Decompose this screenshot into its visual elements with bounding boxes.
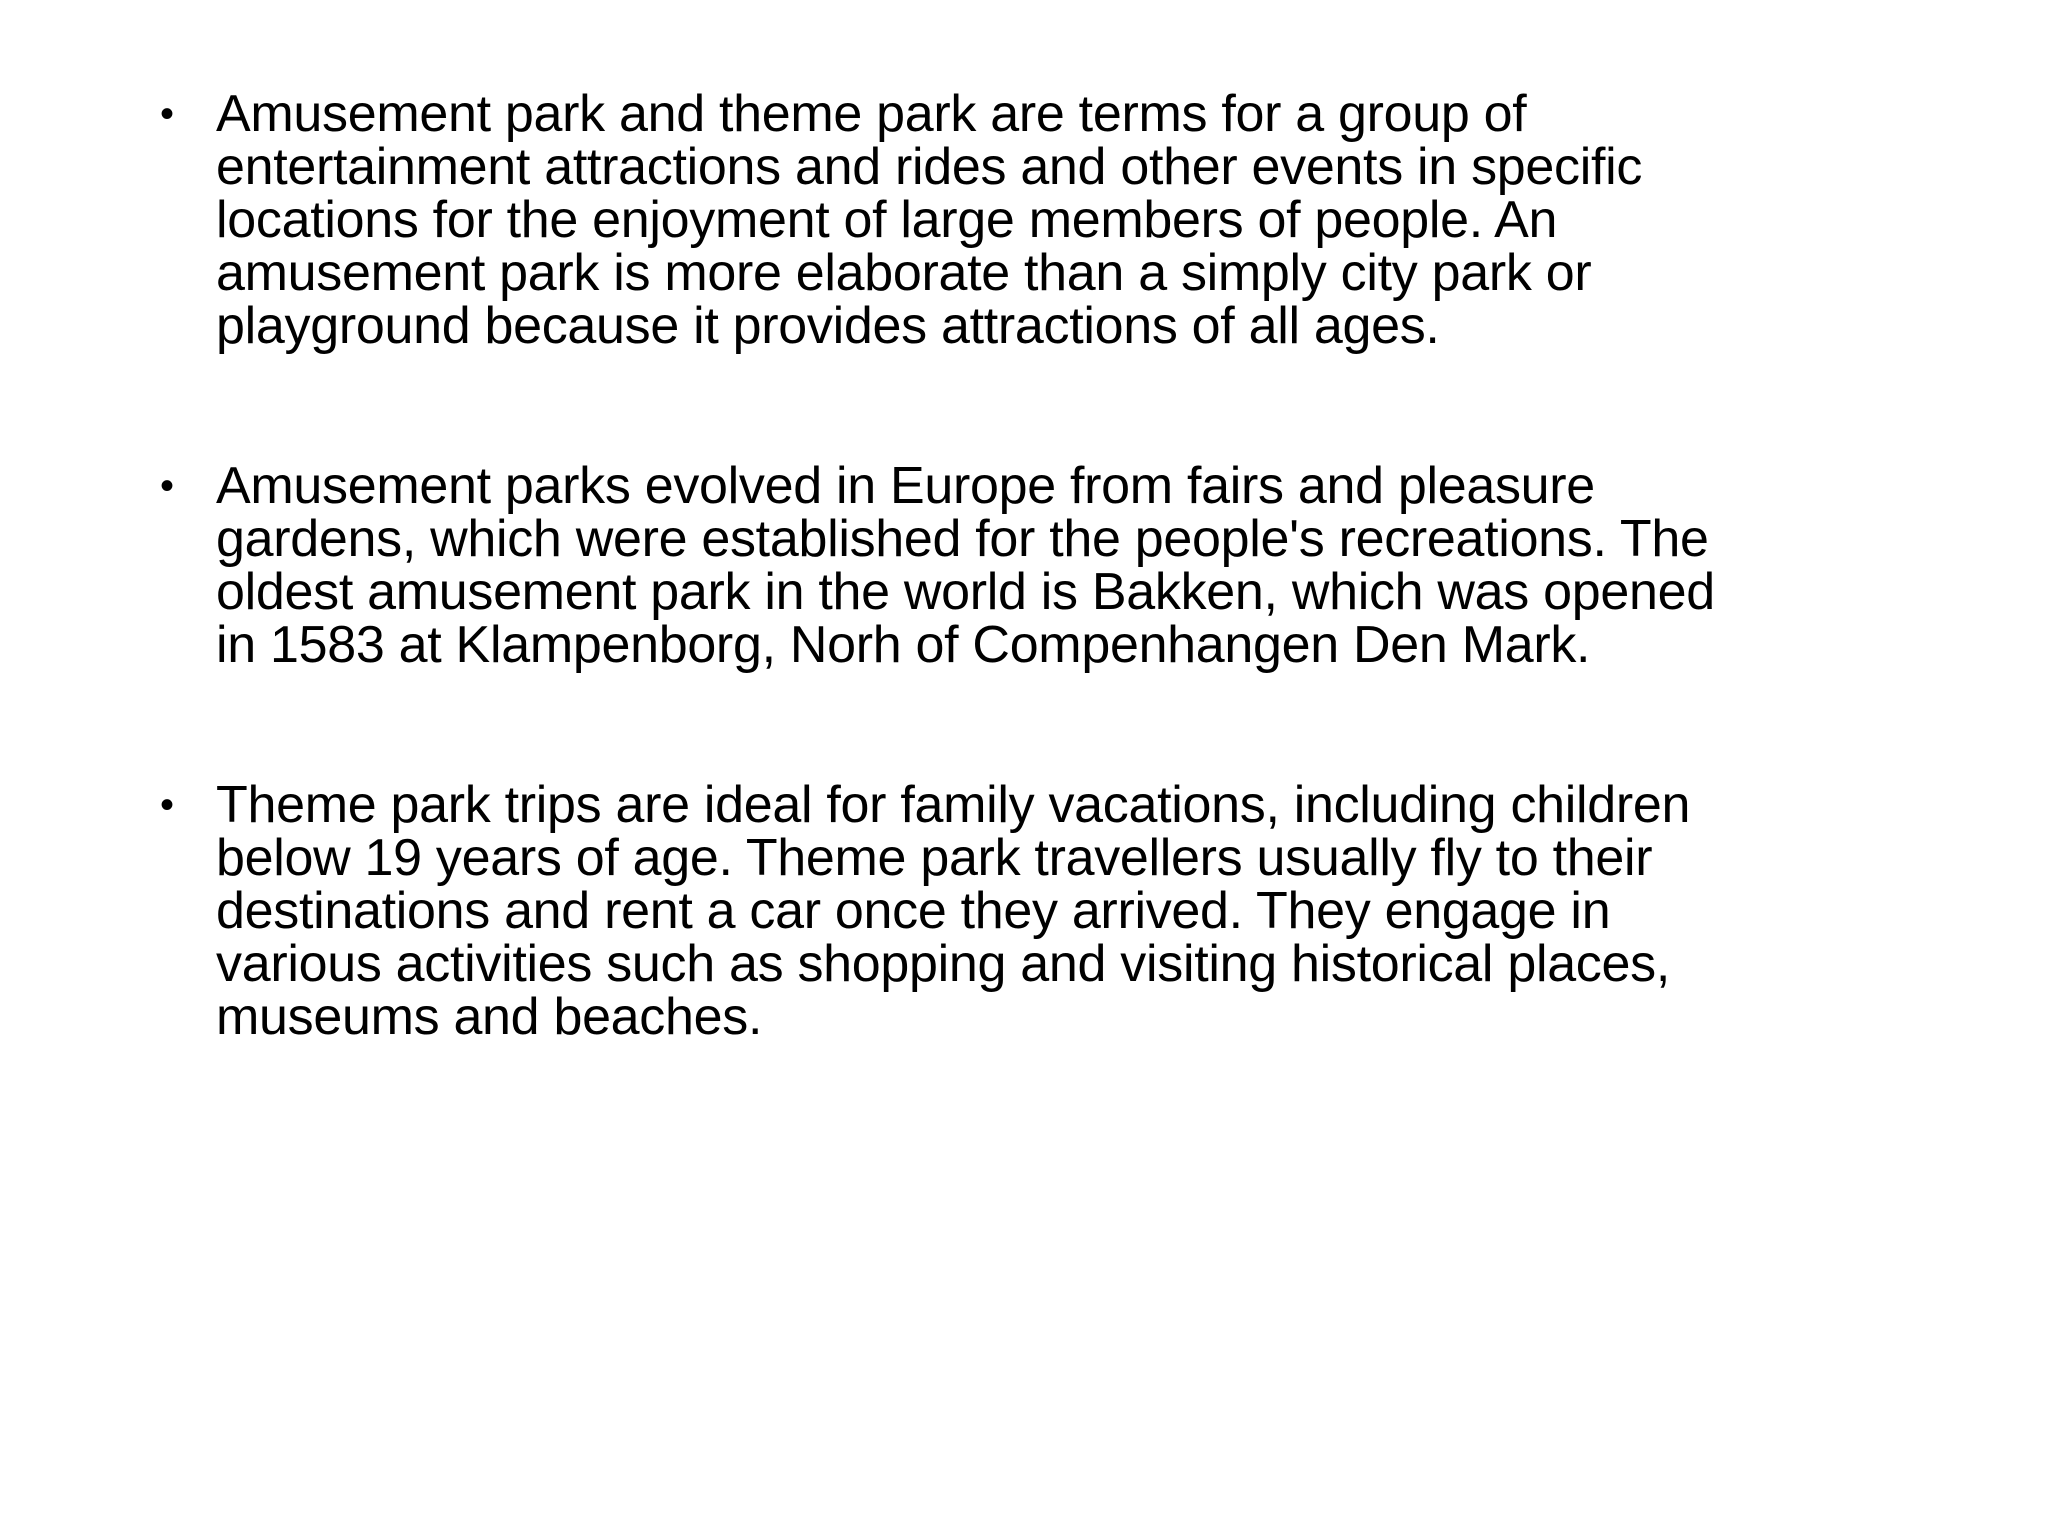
bullet-text: Amusement park and theme park are terms for a group of entertainment attractions and rides and other events in specific locations for the enjoyment of large members of people. An amusement park is more elaborate than a simply city park or playground because it provides attractions of all ages. <box>216 85 1643 355</box>
bullet-item-theme-park-trips <box>160 776 1920 1046</box>
bullet-point-icon: • <box>160 783 174 827</box>
bullet-item-amusement-park-history <box>160 457 1920 674</box>
bullet-point-icon: • <box>160 464 174 508</box>
bullet-list <box>160 85 1920 1046</box>
bullet-text: Theme park trips are ideal for family vacations, including children below 19 years of age. Theme park travellers usually fly to their destinations and rent a car once they arrived. They engage in various activities such as shopping and visiting historical places, museums and beaches. <box>216 776 1691 1046</box>
bullet-point-icon: • <box>160 92 174 136</box>
bullet-item-amusement-park-definition <box>160 85 1920 355</box>
bullet-text: Amusement parks evolved in Europe from fairs and pleasure gardens, which were established for the people's recreations. The oldest amusement park in the world is Bakken, which was opened in 1583 at Klampenborg, Norh of Compenhangen Den Mark. <box>216 457 1715 674</box>
